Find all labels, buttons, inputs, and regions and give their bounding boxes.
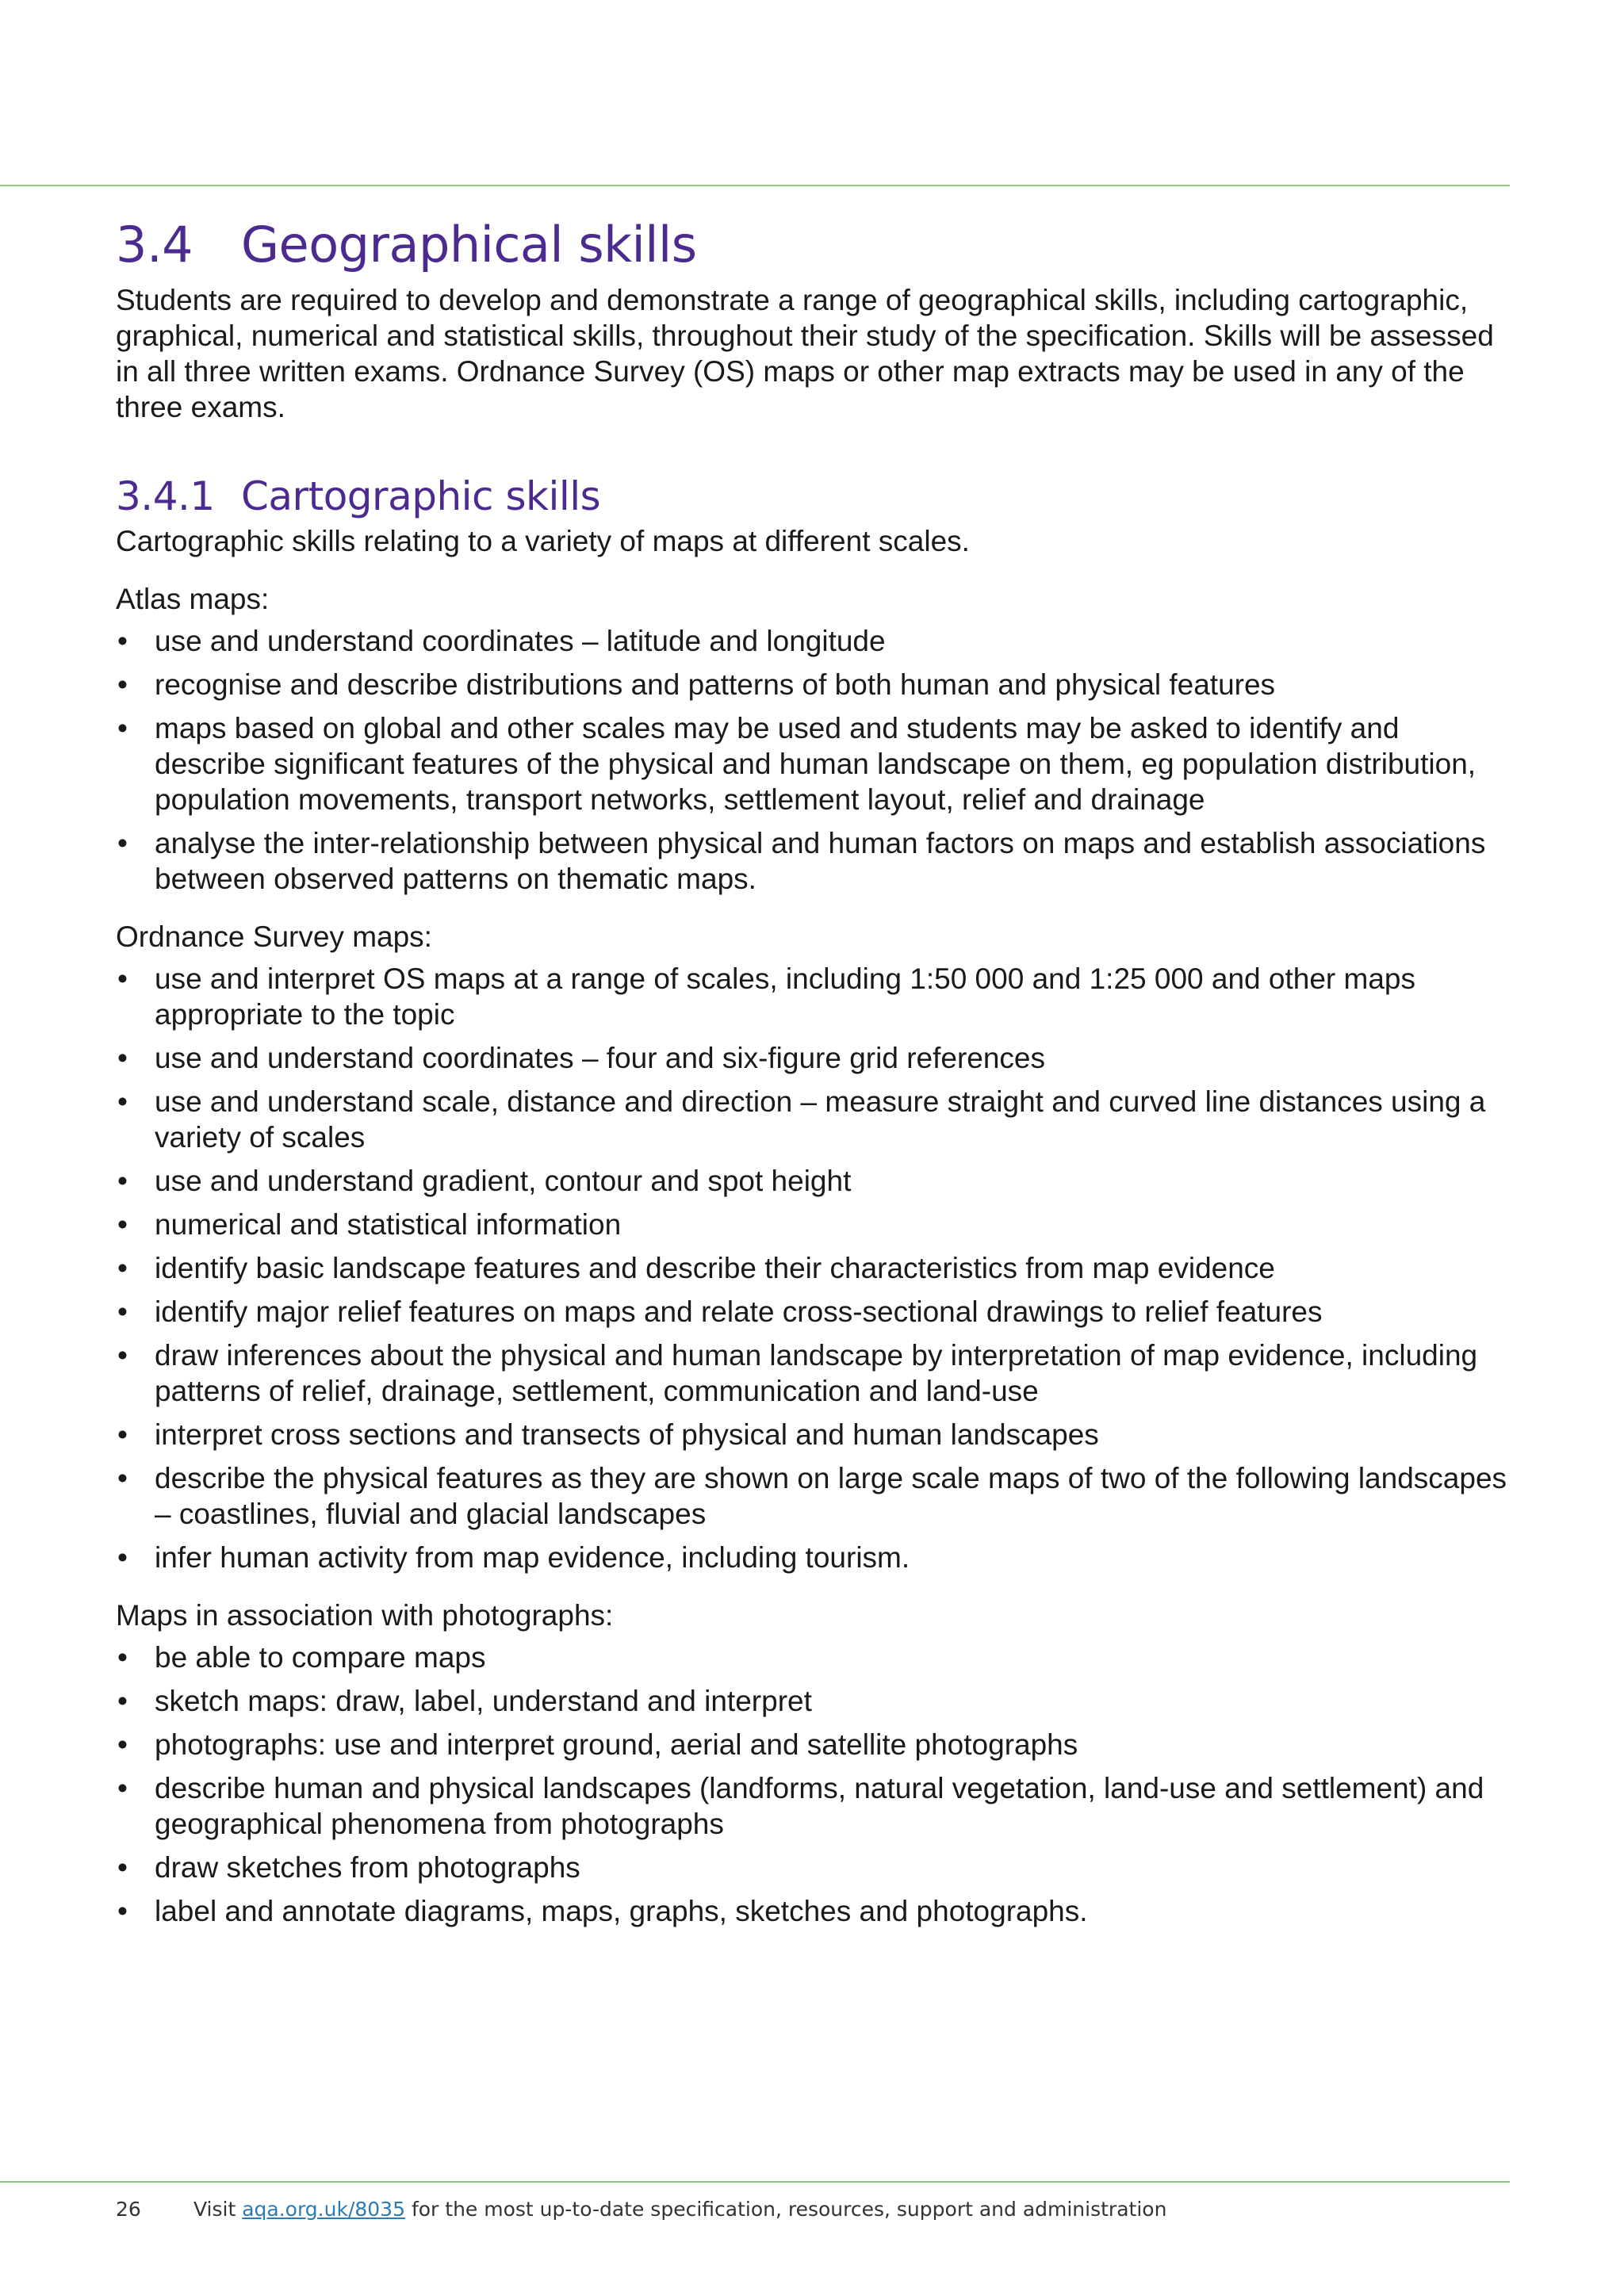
group-label-atlas-maps: Atlas maps: <box>116 583 270 616</box>
page-number: 26 <box>116 2198 141 2221</box>
list-item: • describe human and physical landscapes (landforms, natural vegetation, land-use and settlement) and geographical phenomena from photographs <box>116 1770 1511 1842</box>
list-item: • use and understand gradient, contour and spot height <box>116 1163 1511 1199</box>
subsection-number: 3.4.1 <box>116 473 215 520</box>
subsection <box>116 473 1511 1929</box>
list-item: • use and understand coordinates – four and six-figure grid references <box>116 1040 1511 1076</box>
subsection-title <box>116 473 1511 520</box>
group-label-maps-photographs: Maps in association with photographs: <box>116 1599 614 1632</box>
list-item: • identify basic landscape features and describe their characteristics from map evidence <box>116 1250 1511 1286</box>
subsection-title-text: Cartographic skills <box>241 473 601 520</box>
list-item: • maps based on global and other scales may be used and students may be asked to identify and describe significant features of the physical and human landscape on them, eg population distribution, population movements, transport networks, settlement layout, relief and drainage <box>116 710 1511 817</box>
section-intro: Students are required to develop and demonstrate a range of geographical skills, including cartographic, graphical, numerical and statistical skills, throughout their study of the specification. Skills will be assessed in all three written exams. Ordnance Survey (OS) maps or other map extracts may be used in any of the three exams. <box>116 284 1494 424</box>
page-footer <box>116 2198 1166 2221</box>
bullet-list-os-maps <box>116 961 1511 1575</box>
list-item: • draw sketches from photographs <box>116 1850 1511 1885</box>
bullet-list-atlas-maps <box>116 623 1511 897</box>
footer-rule <box>0 2181 1510 2183</box>
header-rule <box>0 185 1510 186</box>
list-item: • infer human activity from map evidence, including tourism. <box>116 1540 1511 1575</box>
group-label-os-maps: Ordnance Survey maps: <box>116 920 432 954</box>
page-content <box>116 216 1511 1937</box>
footer-text <box>193 2198 1166 2221</box>
subsection-intro: Cartographic skills relating to a variety of maps at different scales. <box>116 525 970 558</box>
list-item: • sketch maps: draw, label, understand and interpret <box>116 1683 1511 1719</box>
bullet-list-maps-photographs <box>116 1640 1511 1929</box>
section-title <box>116 216 1511 274</box>
list-item: • use and understand coordinates – latitude and longitude <box>116 623 1511 659</box>
list-item: • identify major relief features on maps and relate cross-sectional drawings to relief features <box>116 1294 1511 1330</box>
list-item: • draw inferences about the physical and human landscape by interpretation of map evidence, including patterns of relief, drainage, settlement, communication and land-use <box>116 1337 1511 1409</box>
footer-prefix: Visit <box>193 2198 243 2221</box>
list-item: • use and understand scale, distance and direction – measure straight and curved line distances using a variety of scales <box>116 1084 1511 1155</box>
list-item: • label and annotate diagrams, maps, graphs, sketches and photographs. <box>116 1893 1511 1929</box>
list-item: • describe the physical features as they are shown on large scale maps of two of the following landscapes – coastlines, fluvial and glacial landscapes <box>116 1460 1511 1532</box>
list-item: • photographs: use and interpret ground, aerial and satellite photographs <box>116 1727 1511 1762</box>
footer-link[interactable]: aqa.org.uk/8035 <box>242 2198 405 2221</box>
footer-suffix: for the most up-to-date specification, resources, support and administration <box>405 2198 1167 2221</box>
list-item: • use and interpret OS maps at a range of scales, including 1:50 000 and 1:25 000 and other maps appropriate to the topic <box>116 961 1511 1032</box>
list-item: • numerical and statistical information <box>116 1207 1511 1242</box>
section-number: 3.4 <box>116 216 193 274</box>
section-title-text: Geographical skills <box>241 216 697 274</box>
list-item: • recognise and describe distributions and patterns of both human and physical features <box>116 667 1511 702</box>
list-item: • interpret cross sections and transects of physical and human landscapes <box>116 1417 1511 1452</box>
list-item: • be able to compare maps <box>116 1640 1511 1675</box>
list-item: • analyse the inter-relationship between physical and human factors on maps and establish associations between observed patterns on thematic maps. <box>116 825 1511 897</box>
